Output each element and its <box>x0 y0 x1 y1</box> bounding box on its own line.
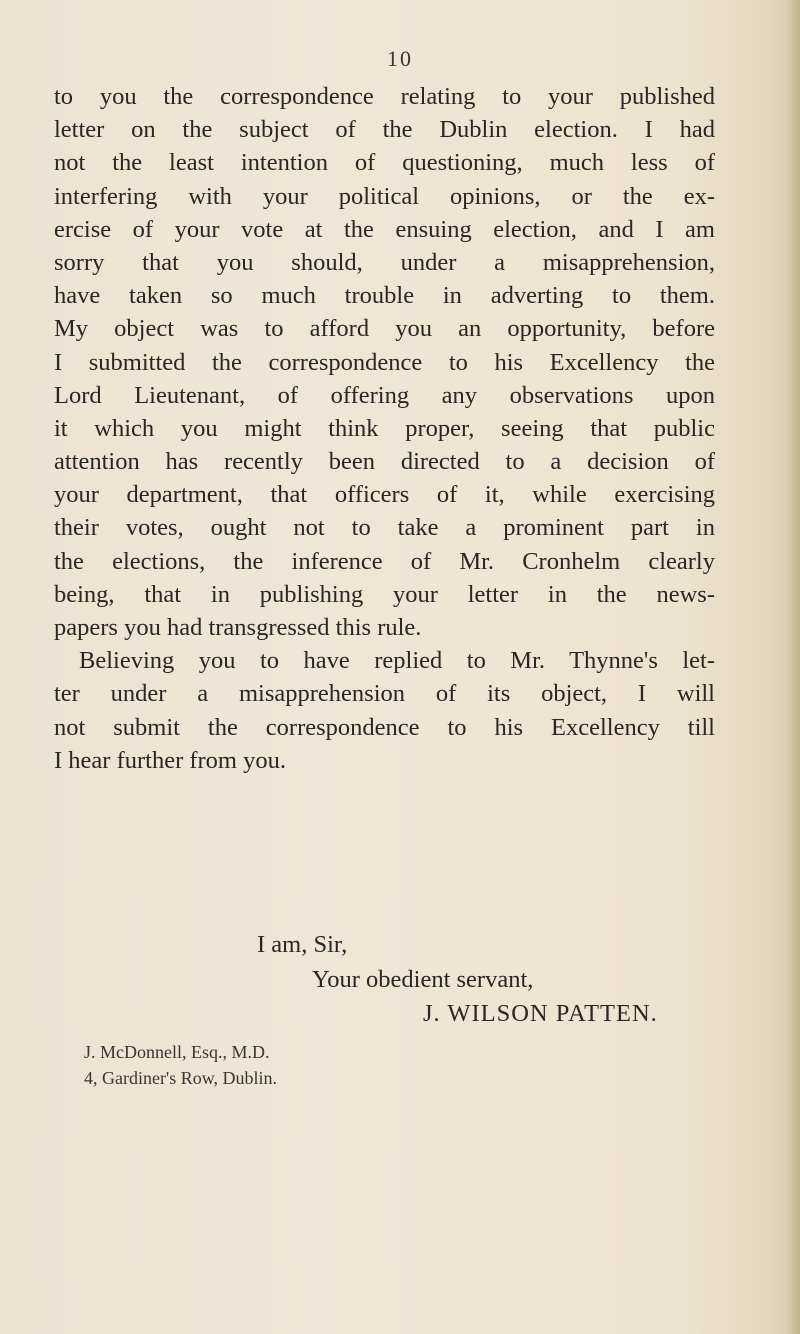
text-line: not submit the correspondence to his Excellency till <box>54 713 715 741</box>
text-line: I hear further from you. <box>54 746 286 774</box>
paragraph-1 <box>54 80 715 644</box>
text-line: My object was to afford you an opportunity, before <box>54 315 715 343</box>
closing-line: I am, Sir, <box>257 931 348 958</box>
text-line: their votes, ought not to take a prominent part in <box>54 514 715 542</box>
text-line: Lord Lieutenant, of offering any observations upon <box>54 381 715 409</box>
text-line: ercise of your vote at the ensuing election, and I am <box>54 215 715 243</box>
text-line: your department, that officers of it, while exercising <box>54 481 715 509</box>
text-line: letter on the subject of the Dublin election. I had <box>54 116 715 144</box>
text-line: to you the correspondence relating to your published <box>54 83 715 110</box>
text-line: Believing you to have replied to Mr. Thynne's let- <box>79 647 715 675</box>
text-line: I submitted the correspondence to his Excellency the <box>54 348 715 376</box>
text-line: it which you might think proper, seeing that public <box>54 414 715 442</box>
recipient-name: J. McDonnell, Esq., M.D. <box>84 1042 270 1062</box>
text-line: have taken so much trouble in adverting to them. <box>54 282 715 310</box>
paragraph-2 <box>54 644 715 777</box>
letter-body <box>54 80 715 777</box>
text-line: papers you had transgressed this rule. <box>54 614 422 641</box>
text-line: the elections, the inference of Mr. Cronhelm clearly <box>54 547 715 575</box>
text-line: being, that in publishing your letter in the news- <box>54 580 715 608</box>
closing-line: Your obedient servant, <box>312 966 534 993</box>
text-line: interfering with your political opinions, or the ex- <box>54 182 715 210</box>
text-line: ter under a misapprehension of its object, I will <box>54 680 715 708</box>
page-number: 10 <box>387 46 413 71</box>
signature-name: J. WILSON PATTEN. <box>423 1000 658 1027</box>
recipient-address: 4, Gardiner's Row, Dublin. <box>84 1068 278 1088</box>
page-edge-shadow <box>786 0 800 1334</box>
text-line: sorry that you should, under a misapprehension, <box>54 248 715 276</box>
text-line: attention has recently been directed to a decision of <box>54 448 715 476</box>
text-line: not the least intention of questioning, much less of <box>54 149 715 177</box>
